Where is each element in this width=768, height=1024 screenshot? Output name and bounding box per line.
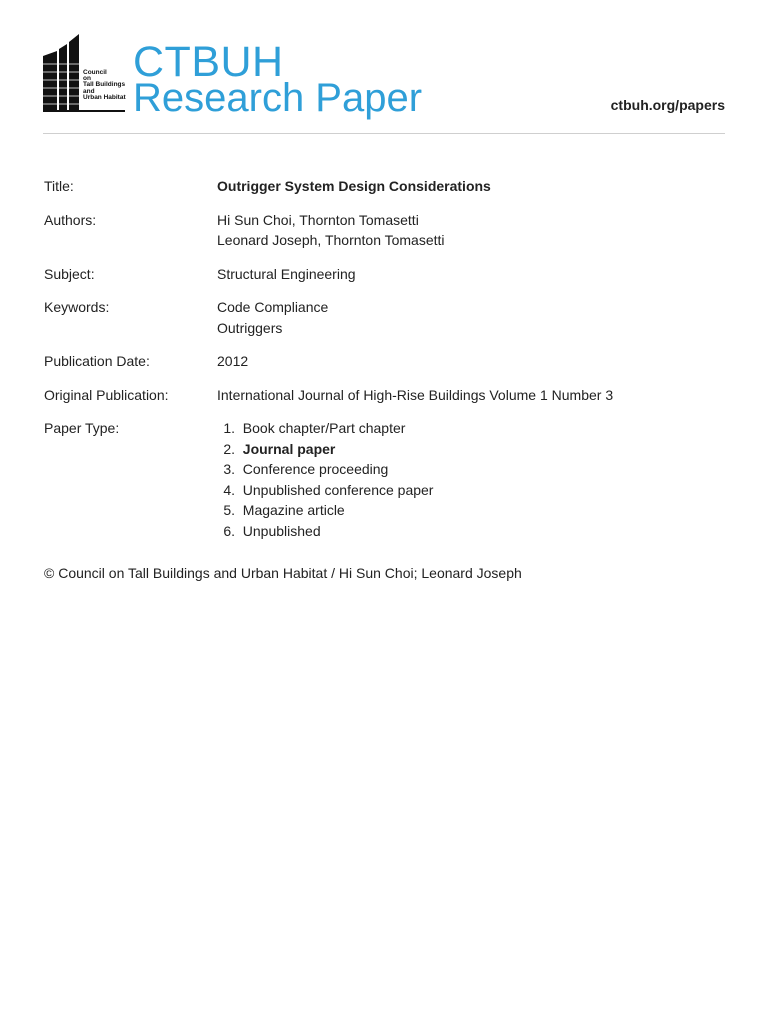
list-item xyxy=(217,418,734,439)
logo-text: Council on Tall Buildings and Urban Habitat xyxy=(83,69,126,101)
list-number: 5. xyxy=(223,502,235,518)
list-number: 3. xyxy=(223,461,235,477)
list-number: 6. xyxy=(223,522,235,539)
title-value: Outrigger System Design Considerations xyxy=(217,178,491,194)
list-label-selected: Journal paper xyxy=(242,440,336,457)
subject-value: Structural Engineering xyxy=(217,265,356,282)
authors-row xyxy=(44,210,734,251)
list-number: 4. xyxy=(223,481,235,498)
title-label: Title: xyxy=(44,178,74,194)
list-label: Unpublished conference paper xyxy=(242,481,434,498)
papertype-label: Paper Type: xyxy=(44,420,120,436)
header xyxy=(43,30,725,134)
title-row xyxy=(44,176,734,197)
brand-title: CTBUH xyxy=(133,38,284,86)
list-item xyxy=(217,480,734,501)
list-label: Conference proceeding xyxy=(242,461,389,477)
publication-date-row xyxy=(44,351,734,372)
keywords-label: Keywords: xyxy=(44,299,110,315)
pubdate-value: 2012 xyxy=(217,353,249,369)
original-publication-row xyxy=(44,385,734,406)
list-number: 1. xyxy=(223,420,235,436)
list-label: Magazine article xyxy=(242,502,345,518)
subject-row xyxy=(44,264,734,285)
copyright-notice: © Council on Tall Buildings and Urban Habitat / Hi Sun Choi; Leonard Joseph xyxy=(44,565,522,581)
keyword-item: Code Compliance xyxy=(217,299,329,315)
origpub-label: Original Publication: xyxy=(44,386,169,403)
pubdate-label: Publication Date: xyxy=(44,353,150,369)
authors-label: Authors: xyxy=(44,211,97,228)
list-label: Book chapter/Part chapter xyxy=(242,420,406,436)
origpub-value: International Journal of High-Rise Buildings Volume 1 Number 3 xyxy=(217,386,614,403)
keywords-row xyxy=(44,297,734,338)
list-item xyxy=(217,500,734,521)
papers-link[interactable]: ctbuh.org/papers xyxy=(610,97,725,113)
list-number: 2. xyxy=(223,440,235,457)
list-label: Unpublished xyxy=(242,522,321,539)
keyword-item: Outriggers xyxy=(217,319,283,336)
list-item xyxy=(217,459,734,480)
header-divider xyxy=(43,133,725,134)
list-item xyxy=(217,521,734,542)
paper-metadata xyxy=(44,176,734,554)
list-item xyxy=(217,439,734,460)
author-item: Leonard Joseph, Thornton Tomasetti xyxy=(217,232,445,248)
paper-type-row xyxy=(44,418,734,541)
author-item: Hi Sun Choi, Thornton Tomasetti xyxy=(217,211,419,228)
ctbuh-logo xyxy=(43,34,125,112)
subject-label: Subject: xyxy=(44,265,95,282)
brand-subtitle: Research Paper xyxy=(133,76,423,120)
paper-type-list xyxy=(217,418,734,541)
